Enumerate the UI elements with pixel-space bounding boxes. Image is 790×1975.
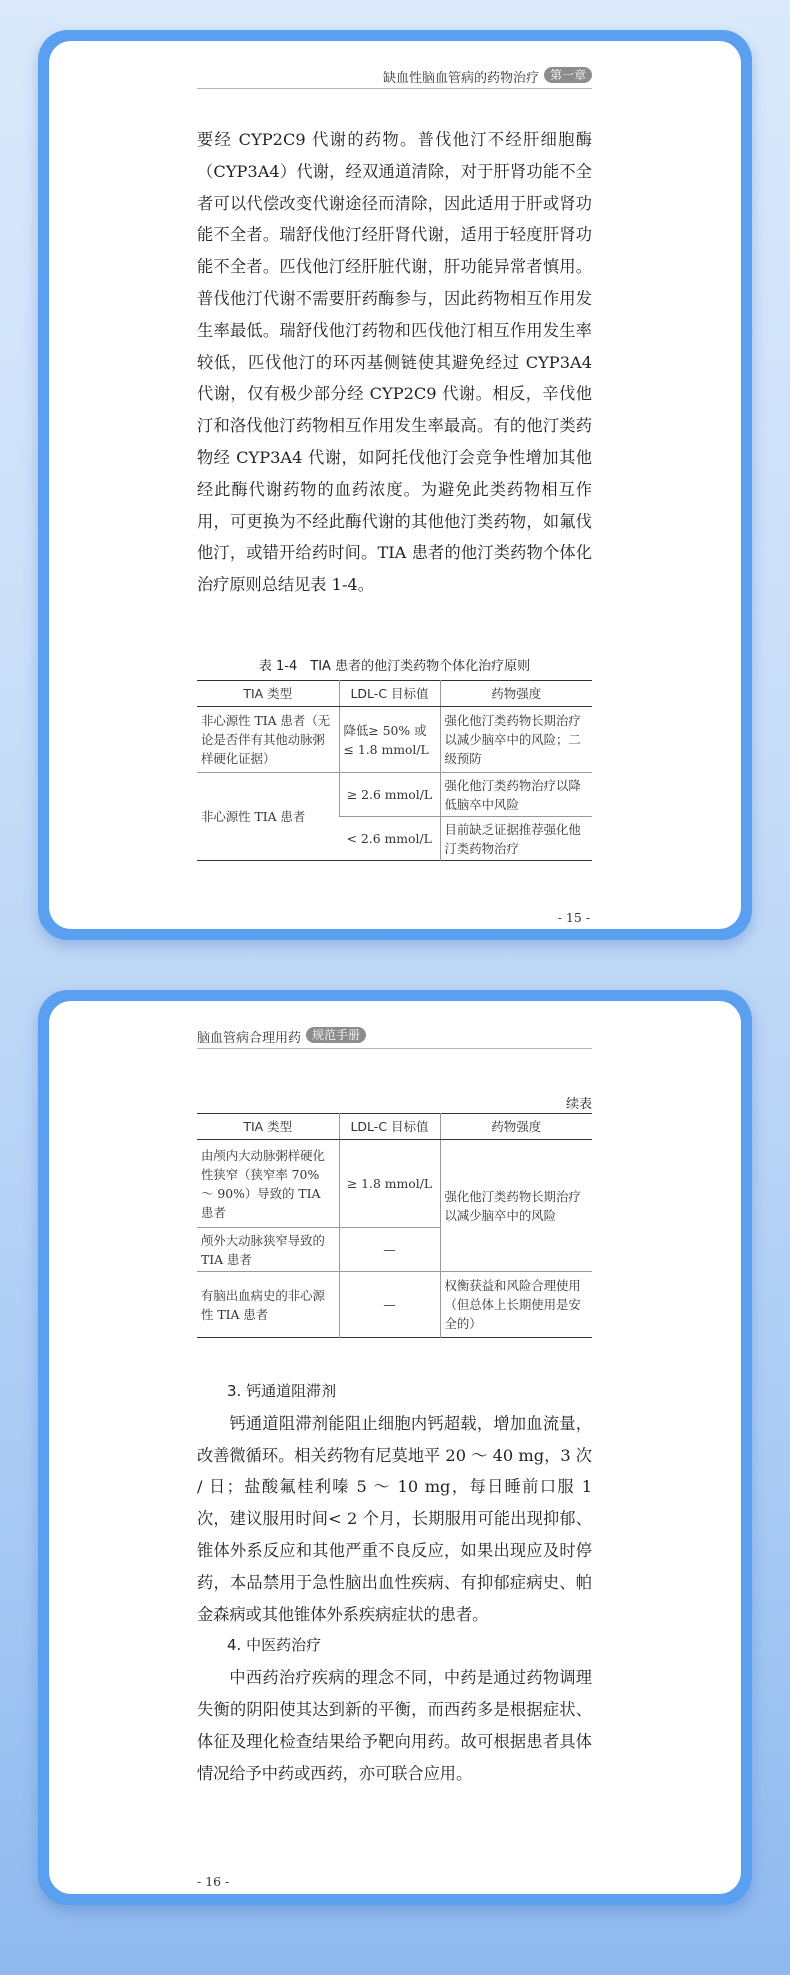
page-sheet [49, 41, 741, 929]
cell-target: — [339, 1272, 440, 1338]
body-text [197, 124, 592, 601]
statin-table [197, 680, 592, 861]
paragraph: 要经 CYP2C9 代谢的药物。普伐他汀不经肝细胞酶（CYP3A4）代谢，经双通道清除，对于肝肾功能不全者可以代偿改变代谢途径而清除，因此适用于肝或肾功能不全者。瑞舒伐他汀经肝肾代谢，适用于轻度肝肾功能不全者。匹伐他汀经肝脏代谢，肝功能异常者慎用。普伐他汀代谢不需要肝药酶参与，因此药物相互作用发生率最低。瑞舒伐他汀药物和匹伐他汀相互作用发生率较低，匹伐他汀的环丙基侧链使其避免经过 CYP3A4 代谢，仅有极少部分经 CYP2C9 代谢。相反，辛伐他汀和洛伐他汀药物相互作用发生率最高。有的他汀类药物经 CYP3A4 代谢，如阿托伐他汀会竞争性增加其他经此酶代谢药物的血药浓度。为避免此类药物相互作用，可更换为不经此酶代谢的其他他汀类药物，如氟伐他汀，或错开给药时间。TIA 患者的他汀类药物个体化治疗原则总结见表 1-4。 [197, 130, 592, 595]
col-header-type: TIA 类型 [197, 1114, 339, 1140]
table-row [197, 1140, 592, 1228]
col-header-strength: 药物强度 [440, 1114, 592, 1140]
table-header-row [197, 681, 592, 707]
page-card-15 [38, 30, 752, 940]
cell-target: < 2.6 mmol/L [339, 817, 440, 861]
statin-table-continued [197, 1113, 592, 1338]
continued-label: 续表 [565, 1097, 592, 1112]
page-sheet [49, 1001, 741, 1894]
cell-type: 由颅内大动脉粥样硬化性狭窄（狭窄率 70% ～ 90%）导致的 TIA 患者 [197, 1140, 339, 1228]
cell-target: 降低≥ 50% 或≤ 1.8 mmol/L [339, 707, 440, 773]
cell-type: 非心源性 TIA 患者 [197, 773, 339, 861]
paragraph: 钙通道阻滞剂能阻止细胞内钙超载，增加血流量，改善微循环。相关药物有尼莫地平 20 ～ 40 mg，3 次 / 日；盐酸氟桂利嗪 5 ～ 10 mg，每日睡前口服 1 次，建议服用时间< 2 个月，长期服用可能出现抑郁、锥体外系反应和其他严重不良反应，如果出现应及时停药，本品禁用于急性脑出血性疾病、有抑郁症病史、帕金森病或其他锥体外系疾病症状的患者。 [197, 1413, 592, 1624]
cell-target: ≥ 1.8 mmol/L [339, 1140, 440, 1228]
page-number: - 16 - [197, 1874, 230, 1889]
col-header-target: LDL-C 目标值 [339, 1114, 440, 1140]
running-header [197, 67, 592, 89]
running-header [197, 1027, 592, 1049]
cell-type: 有脑出血病史的非心源性 TIA 患者 [197, 1272, 339, 1338]
cell-strength: 权衡获益和风险合理使用（但总体上长期使用是安全的） [440, 1272, 592, 1338]
cell-target: ≥ 2.6 mmol/L [339, 773, 440, 817]
cell-strength: 强化他汀类药物长期治疗以减少脑卒中的风险 [440, 1140, 592, 1272]
chapter-badge: 第一章 [544, 67, 592, 83]
section-heading-calcium: 3. 钙通道阻滞剂 [227, 1382, 337, 1400]
table-row [197, 707, 592, 773]
table-caption: 表 1-4 TIA 患者的他汀类药物个体化治疗原则 [258, 659, 531, 674]
page-card-16 [38, 990, 752, 1905]
cell-type: 非心源性 TIA 患者（无论是否伴有其他动脉粥样硬化证据） [197, 707, 339, 773]
cell-strength: 强化他汀类药物治疗以降低脑卒中风险 [440, 773, 592, 817]
cell-strength: 强化他汀类药物长期治疗以减少脑卒中的风险；二级预防 [440, 707, 592, 773]
col-header-strength: 药物强度 [440, 681, 592, 707]
page-number: - 15 - [557, 910, 590, 925]
header-title: 脑血管病合理用药 [197, 1031, 302, 1046]
table-header-row [197, 1114, 592, 1140]
header-title: 缺血性脑血管病的药物治疗 [382, 71, 539, 86]
cell-type: 颅外大动脉狭窄导致的 TIA 患者 [197, 1228, 339, 1272]
manual-badge: 规范手册 [306, 1027, 366, 1043]
paragraph: 中西药治疗疾病的理念不同，中药是通过药物调理失衡的阴阳使其达到新的平衡，而西药多是根据症状、体征及理化检查结果给予靶向用药。故可根据患者具体情况给予中药或西药，亦可联合应用。 [197, 1668, 592, 1783]
col-header-target: LDL-C 目标值 [339, 681, 440, 707]
table-row [197, 1272, 592, 1338]
col-header-type: TIA 类型 [197, 681, 339, 707]
cell-strength: 目前缺乏证据推荐强化他汀类药物治疗 [440, 817, 592, 861]
cell-target: — [339, 1228, 440, 1272]
body-text [197, 1376, 592, 1789]
section-heading-tcm: 4. 中医药治疗 [227, 1636, 322, 1655]
table-row [197, 773, 592, 817]
